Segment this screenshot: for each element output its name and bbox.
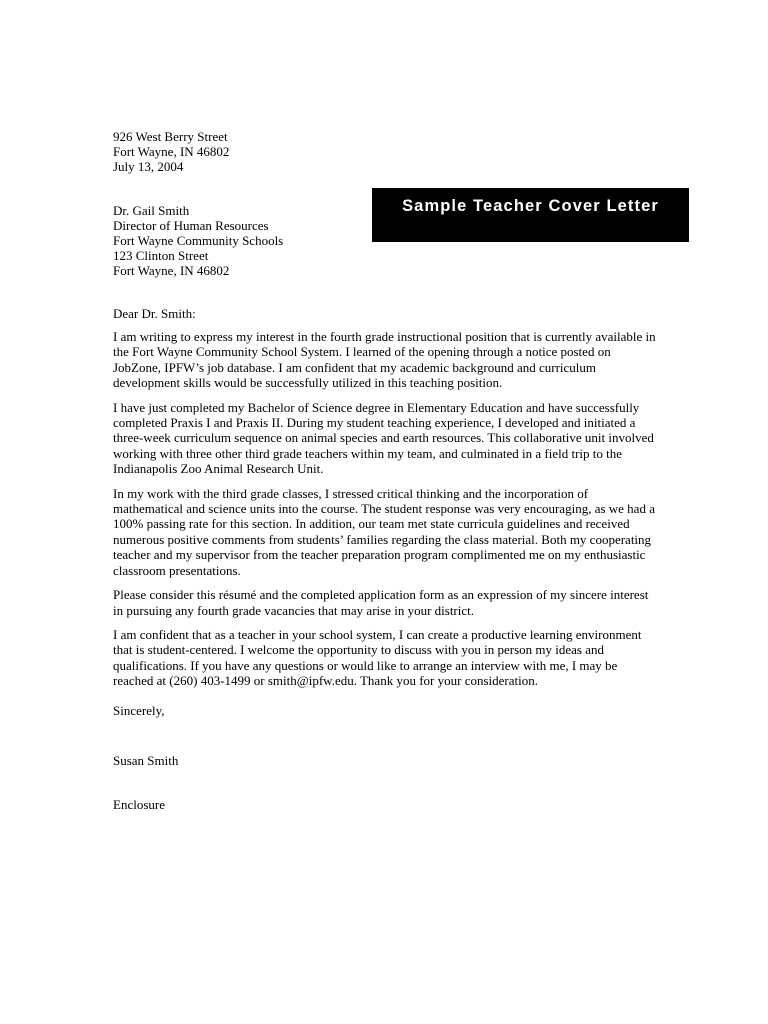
salutation: Dear Dr. Smith: [113,306,196,321]
closing: Sincerely, [113,703,165,718]
letter-body [113,329,658,698]
body-paragraph-5: I am confident that as a teacher in your school system, I can create a productive learning environment that is student-centered. I welcome the opportunity to discuss with you in person my ideas and qualifications. If you have any questions or would like to arrange an interview with me, I may be reached at (260) 403-1499 or smith@ipfw.edu. Thank you for your consideration. [113,626,642,689]
recipient-street: 123 Clinton Street [113,248,209,263]
recipient-organization: Fort Wayne Community Schools [113,233,284,248]
sender-street: 926 West Berry Street [113,129,228,144]
recipient-title: Director of Human Resources [113,218,269,233]
title-banner [372,188,689,242]
sender-city: Fort Wayne, IN 46802 [113,144,230,159]
letter-date: July 13, 2004 [113,159,184,174]
signature-name: Susan Smith [113,753,179,768]
recipient-name: Dr. Gail Smith [113,203,190,218]
body-paragraph-2: I have just completed my Bachelor of Science degree in Elementary Education and have successfully completed Praxis I and Praxis II. During my student teaching experience, I developed and initiated a three-week curriculum sequence on animal species and earth resources. This collaborative unit involved working with three other third grade teachers within my team, and culminated in a field trip to the Indianapolis Zoo Animal Research Unit. [113,399,654,477]
recipient-city: Fort Wayne, IN 46802 [113,263,230,278]
banner-title: Sample Teacher Cover Letter [402,197,659,215]
body-paragraph-4: Please consider this résumé and the completed application form as an expression of my sincere interest in pursuing any fourth grade vacancies that may arise in your district. [113,587,649,618]
body-paragraph-3: In my work with the third grade classes, I stressed critical thinking and the incorporation of mathematical and science units into the course. The student response was very encouraging, as we had a 100% passing rate for this section. In addition, our team met state curricula guidelines and received numerous positive comments from students’ families regarding the class material. Both my cooperating teacher and my supervisor from the teacher preparation program complimented me on my enthusiastic classroom presentations. [113,485,655,578]
enclosure-note: Enclosure [113,797,165,812]
body-paragraph-1: I am writing to express my interest in the fourth grade instructional position that is currently available in the Fort Wayne Community School System. I learned of the opening through a notice posted on JobZone, IPFW’s job database. I am confident that my academic background and curriculum development skills would be successfully utilized in this teaching position. [113,329,656,391]
